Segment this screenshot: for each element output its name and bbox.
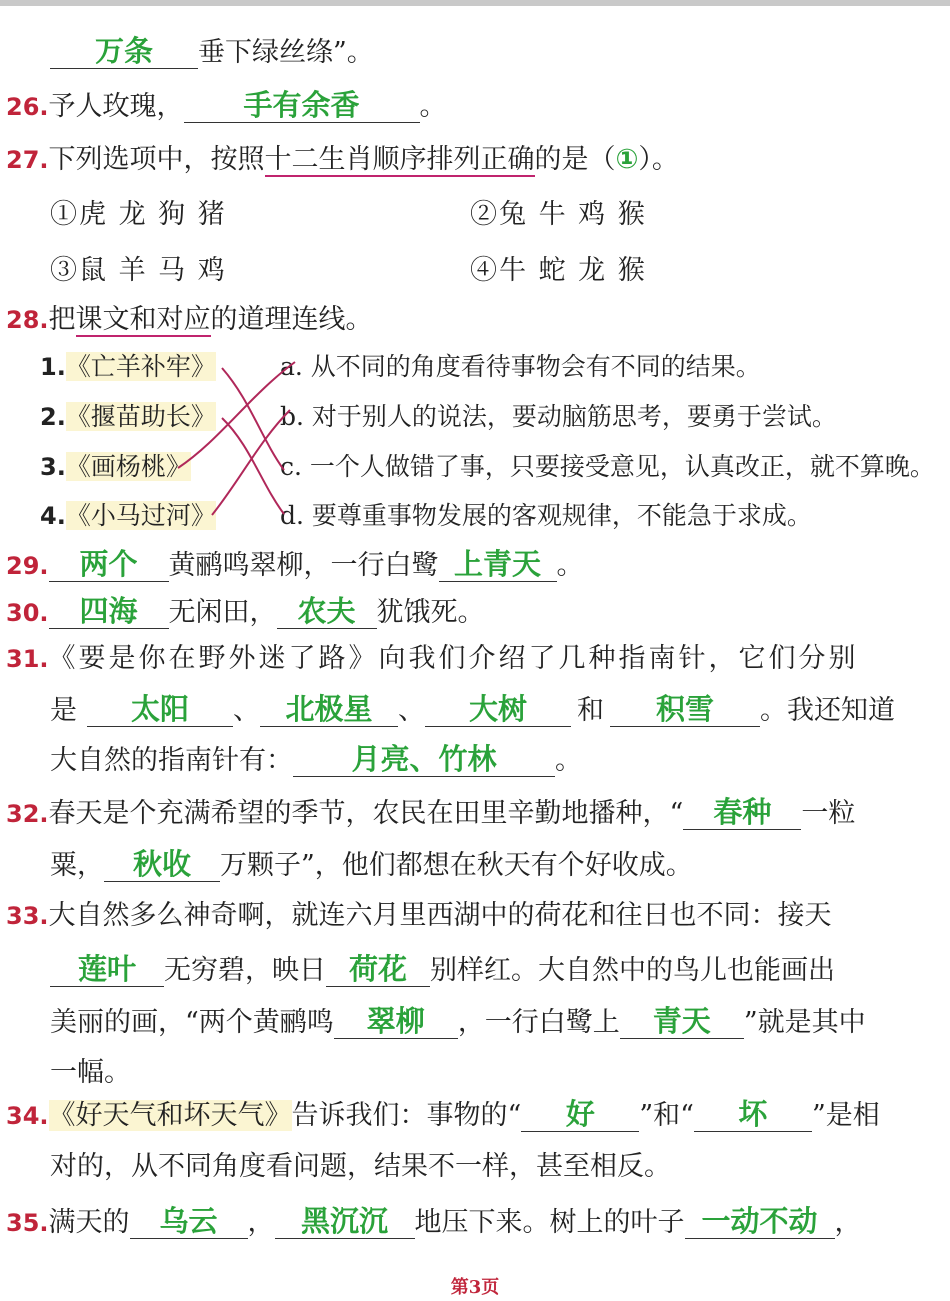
item-number: 3. <box>40 453 66 481</box>
text: 、 <box>398 695 425 726</box>
text: 满天的 <box>48 1207 130 1238</box>
text: 。我还知道 <box>760 695 895 726</box>
text: 的道理连线。 <box>210 304 373 335</box>
q33-line2 <box>50 952 835 988</box>
q32-line1 <box>6 795 855 831</box>
option-2: ②兔 牛 鸡 猴 <box>470 199 647 230</box>
answer-blank: 青天 <box>620 1004 744 1039</box>
answer-blank: 手有余香 <box>184 88 420 123</box>
text: ，一行白鹭上 <box>457 1007 620 1038</box>
link-2-d <box>222 418 284 514</box>
answer-blank: 乌云 <box>130 1204 248 1239</box>
text: ”是相 <box>811 1100 880 1131</box>
q30-line <box>6 594 485 630</box>
answer-blank: 四海 <box>49 594 169 629</box>
text: 美丽的画，“两个黄鹂鸣 <box>50 1007 334 1038</box>
question-number: 29. <box>6 552 49 580</box>
text: ， <box>834 1207 862 1238</box>
answer-blank: 莲叶 <box>50 952 164 987</box>
text: 。 <box>556 550 584 581</box>
answer-blank: 北极星 <box>260 692 398 727</box>
story-title: 《亡羊补牢》 <box>65 352 216 381</box>
page-number: 第3页 <box>450 1277 500 1298</box>
text: 的是（ <box>534 144 616 175</box>
option-4: ④牛 蛇 龙 猴 <box>470 255 647 286</box>
text: 一粒 <box>801 798 856 829</box>
underlined-text: 排列正确 <box>426 144 535 175</box>
q31-line1 <box>6 642 859 676</box>
q29-line <box>6 547 584 583</box>
answer-blank: 荷花 <box>326 952 430 987</box>
q34-line2: 对的，从不同角度看问题，结果不一样，甚至相反。 <box>50 1151 671 1182</box>
question-number: 33. <box>6 902 49 930</box>
option-1: ①虎 龙 狗 猪 <box>50 199 227 230</box>
q31-line3 <box>50 742 582 778</box>
text: 《要是你在野外迷了路》向我们介绍了几种指南针，它们分别 <box>48 643 859 674</box>
text: 告诉我们：事物的“ <box>291 1100 522 1131</box>
q33-line1 <box>6 899 832 933</box>
link-1-c <box>222 368 284 470</box>
lesson-c: c. 一个人做错了事，只要接受意见，认真改正，就不算晚。 <box>280 452 935 481</box>
q31-line2 <box>50 692 895 728</box>
q35-line <box>6 1204 862 1240</box>
text: 别样红。大自然中的鸟儿也能画出 <box>430 955 835 986</box>
question-number: 35. <box>6 1209 49 1237</box>
q32-line2 <box>50 847 693 883</box>
question-number: 27. <box>6 146 49 174</box>
text: 予人玫瑰， <box>48 91 184 122</box>
text: 犹饿死。 <box>376 597 485 628</box>
text: 黄鹂鸣翠柳，一行白鹭 <box>168 550 439 581</box>
story-title: 《好天气和坏天气》 <box>48 1100 292 1131</box>
answer-blank: 一动不动 <box>685 1204 835 1239</box>
answer-blank: 农夫 <box>277 594 377 629</box>
text: 无闲田， <box>168 597 277 628</box>
text: 和 <box>577 695 604 726</box>
question-number: 28. <box>6 306 49 334</box>
answer-blank: 大树 <box>425 692 571 727</box>
answer-blank: 春种 <box>683 795 801 830</box>
q33-line3 <box>50 1004 866 1040</box>
question-number: 32. <box>6 800 49 828</box>
option-3: ③鼠 羊 马 鸡 <box>50 255 227 286</box>
lesson-d: d. 要尊重事物发展的客观规律，不能急于求成。 <box>280 501 812 530</box>
answer-blank: 翠柳 <box>334 1004 458 1039</box>
item-number: 2. <box>40 403 66 431</box>
text: 无穷碧，映日 <box>164 955 326 986</box>
answer-blank: 上青天 <box>439 547 557 582</box>
text: ”和“ <box>639 1100 694 1131</box>
text: 是 <box>50 695 77 726</box>
lesson-a: a. 从不同的角度看待事物会有不同的结果。 <box>280 352 761 381</box>
question-number: 31. <box>6 645 49 673</box>
text: 垂下绿丝绦”。 <box>198 37 374 68</box>
question-number: 26. <box>6 93 49 121</box>
text: 。 <box>555 745 582 776</box>
answer-blank: 秋收 <box>104 847 220 882</box>
text: 地压下来。树上的叶子 <box>414 1207 685 1238</box>
q34-line1 <box>6 1097 880 1133</box>
item-number: 1. <box>40 353 66 381</box>
item-number: 4. <box>40 502 66 530</box>
answer-blank: 好 <box>521 1097 639 1132</box>
question-number: 30. <box>6 599 49 627</box>
story-title: 《揠苗助长》 <box>65 402 216 431</box>
text: 、 <box>233 695 260 726</box>
q33-line4: 一幅。 <box>50 1057 131 1088</box>
answer-blank: 万条 <box>50 34 198 69</box>
answer-blank: 黑沉沉 <box>275 1204 415 1239</box>
answer-blank: 两个 <box>49 547 169 582</box>
text: 。 <box>419 91 447 122</box>
text: 大自然的指南针有： <box>50 745 293 776</box>
lesson-b: b. 对于别人的说法，要动脑筋思考，要勇于尝试。 <box>280 402 837 431</box>
text: 粟， <box>50 850 104 881</box>
text: 下列选项中，按照 <box>48 144 265 175</box>
answer-blank: 积雪 <box>610 692 760 727</box>
answer-choice: ① <box>615 144 639 175</box>
answer-blank: 太阳 <box>87 692 233 727</box>
text: ）。 <box>638 144 679 175</box>
text: 万颗子”，他们都想在秋天有个好收成。 <box>220 850 693 881</box>
text: 春天是个充满希望的季节，农民在田里辛勤地播种，“ <box>48 798 684 829</box>
text: 把 <box>48 304 76 335</box>
answer-blank: 月亮、竹林 <box>293 742 555 777</box>
story-title: 《画杨桃》 <box>65 452 191 481</box>
text: ”就是其中 <box>743 1007 866 1038</box>
underlined-text: 十二生肖顺序 <box>264 144 427 175</box>
underlined-text: 课文和对应 <box>75 304 211 335</box>
text: ， <box>247 1207 275 1238</box>
answer-blank: 坏 <box>694 1097 812 1132</box>
question-number: 34. <box>6 1102 49 1130</box>
text: 大自然多么神奇啊，就连六月里西湖中的荷花和往日也不同：接天 <box>48 900 832 931</box>
story-title: 《小马过河》 <box>65 501 216 530</box>
link-3-a <box>178 362 295 468</box>
